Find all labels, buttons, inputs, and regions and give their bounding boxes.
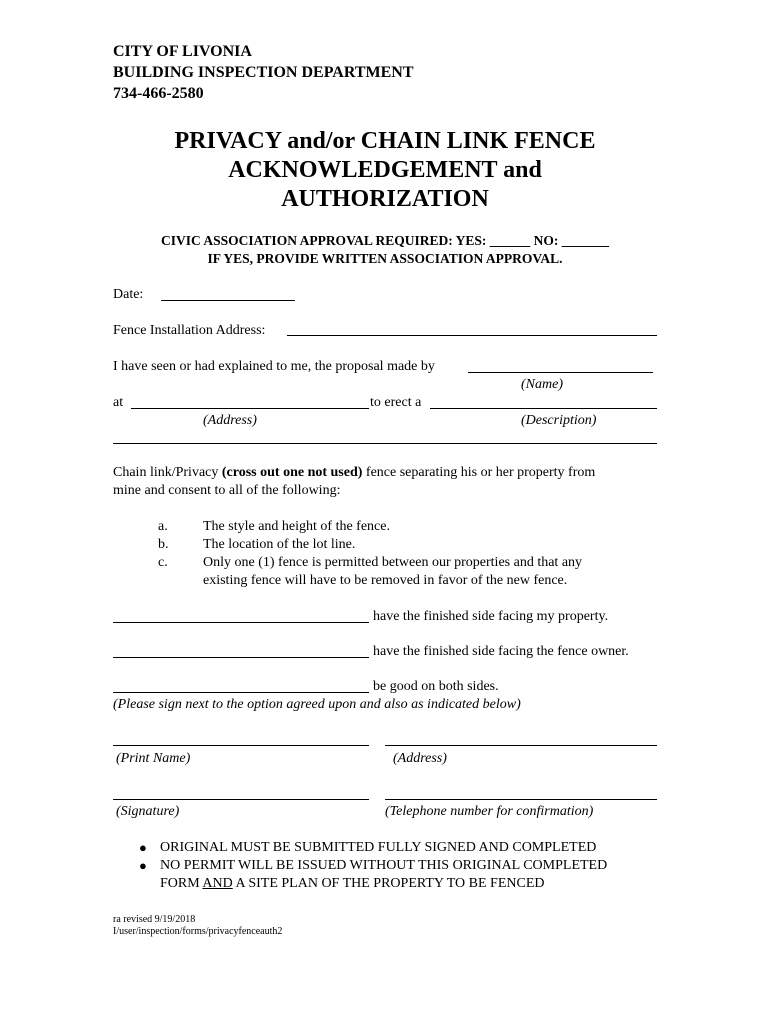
fence-address-label: Fence Installation Address:: [113, 323, 266, 338]
list-item-style-height: The style and height of the fence.: [203, 519, 390, 534]
civic-approval-required: CIVIC ASSOCIATION APPROVAL REQUIRED: YES: ______ NO: _______: [161, 233, 609, 248]
signing-instruction: (Please sign next to the option agreed upon and also as indicated below): [113, 697, 521, 712]
form-title-line-2: ACKNOWLEDGEMENT and: [228, 157, 542, 183]
notice-and-emphasis: AND: [202, 876, 233, 891]
option-my-property: have the finished side facing my property.: [373, 609, 609, 624]
option-my-property-signature-line[interactable]: [113, 622, 369, 623]
fence-address-field-line[interactable]: [287, 335, 657, 336]
revision-note: ra revised 9/19/2018: [113, 914, 196, 925]
city-name: CITY OF LIVONIA: [113, 43, 252, 60]
department-phone: 734-466-2580: [113, 85, 204, 102]
signer-address-field-line[interactable]: [385, 745, 657, 746]
fence-type-statement: [113, 464, 595, 482]
signature-field-line[interactable]: [113, 799, 369, 800]
notice-form-text: FORM: [160, 876, 203, 891]
option-both-sides-signature-line[interactable]: [113, 692, 369, 693]
consent-statement: mine and consent to all of the following:: [113, 483, 341, 498]
notice-no-permit-continued: [160, 875, 545, 893]
form-title-line-3: AUTHORIZATION: [281, 186, 489, 212]
erect-label: to erect a: [370, 395, 422, 410]
list-marker-a: a.: [158, 519, 168, 534]
proposal-statement: I have seen or had explained to me, the proposal made by: [113, 359, 435, 374]
option-both-sides: be good on both sides.: [373, 679, 499, 694]
signer-address-caption: (Address): [393, 751, 447, 766]
option-fence-owner: have the finished side facing the fence owner.: [373, 644, 629, 659]
description-caption: (Description): [521, 413, 597, 428]
date-field-line[interactable]: [161, 300, 295, 301]
fence-type-text-continued: fence separating his or her property from: [362, 465, 596, 480]
proposer-name-field-line[interactable]: [468, 372, 653, 373]
fence-description-field-line[interactable]: [430, 408, 657, 409]
description-continuation-line[interactable]: [113, 443, 657, 444]
name-caption: (Name): [521, 377, 563, 392]
civic-approval-note: IF YES, PROVIDE WRITTEN ASSOCIATION APPROVAL.: [207, 251, 563, 266]
bullet-icon: ●: [139, 840, 147, 855]
list-marker-c: c.: [158, 555, 168, 570]
department-name: BUILDING INSPECTION DEPARTMENT: [113, 64, 414, 81]
proposer-address-field-line[interactable]: [131, 408, 369, 409]
list-item-one-fence: Only one (1) fence is permitted between our properties and that any: [203, 555, 583, 570]
list-marker-b: b.: [158, 537, 169, 552]
bullet-icon: ●: [139, 858, 147, 873]
fence-type-text: Chain link/Privacy: [113, 465, 222, 480]
date-label: Date:: [113, 287, 144, 302]
list-item-lot-line: The location of the lot line.: [203, 537, 356, 552]
print-name-field-line[interactable]: [113, 745, 369, 746]
notice-site-plan-text: A SITE PLAN OF THE PROPERTY TO BE FENCED: [232, 876, 545, 891]
notice-submit-original: ORIGINAL MUST BE SUBMITTED FULLY SIGNED AND COMPLETED: [160, 840, 597, 855]
signature-caption: (Signature): [116, 804, 180, 819]
option-fence-owner-signature-line[interactable]: [113, 657, 369, 658]
list-item-one-fence-continued: existing fence will have to be removed in favor of the new fence.: [203, 573, 568, 588]
print-name-caption: (Print Name): [116, 751, 191, 766]
file-path-note: I/user/inspection/forms/privacyfenceauth2: [113, 926, 283, 937]
at-label: at: [113, 395, 124, 410]
telephone-caption: (Telephone number for confirmation): [385, 804, 594, 819]
cross-out-instruction: (cross out one not used): [221, 465, 363, 480]
telephone-field-line[interactable]: [385, 799, 657, 800]
notice-no-permit: NO PERMIT WILL BE ISSUED WITHOUT THIS ORIGINAL COMPLETED: [160, 858, 608, 873]
address-caption: (Address): [203, 413, 257, 428]
form-title-line-1: PRIVACY and/or CHAIN LINK FENCE: [174, 128, 596, 154]
